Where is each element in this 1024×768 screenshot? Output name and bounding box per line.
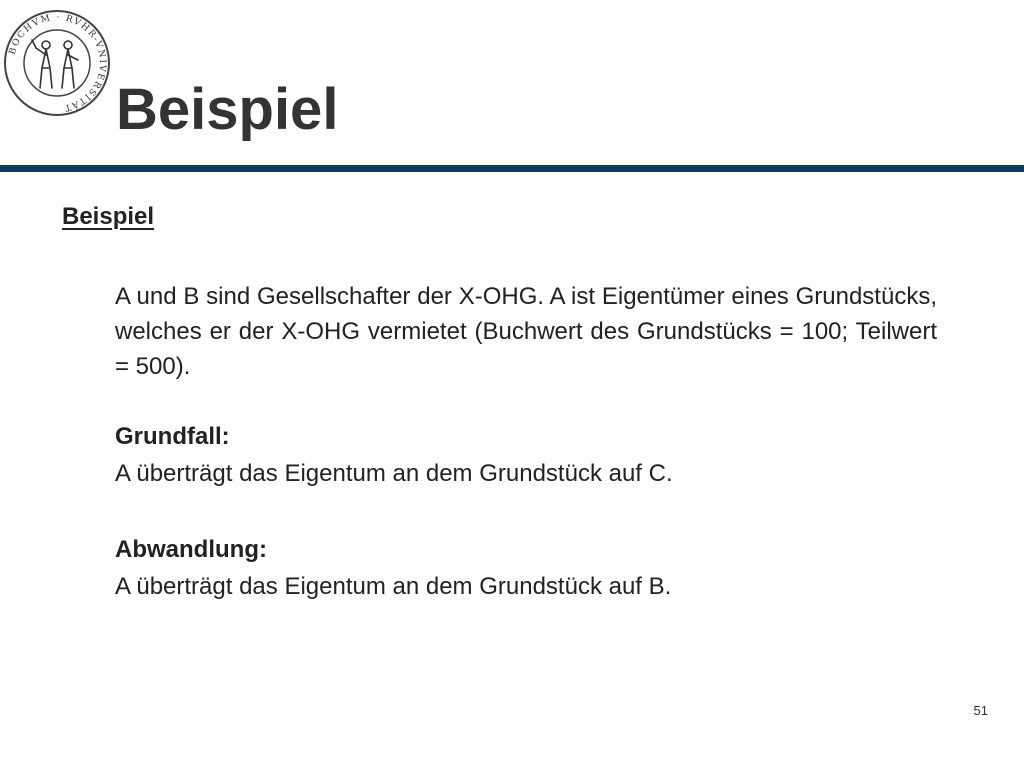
case-description: A und B sind Gesellschafter der X-OHG. A ist Eigentümer eines Grundstücks, welches er der X-OHG vermietet (Buchwert des Grundstücks = 100; Teilwert = 500). [115,283,937,380]
slide-title: Beispiel [116,77,339,142]
abwandlung-text: A überträgt das Eigentum an dem Grundstück auf B. [115,573,672,600]
grundfall-label: Grundfall: [115,423,230,450]
svg-text:BOCHVM · RVHR-VNIVERSITÄT: BOCHVM · RVHR-VNIVERSITÄT [7,12,108,113]
section-heading: Beispiel [62,203,155,230]
page-number: 51 [973,703,988,718]
university-seal-logo [2,8,112,118]
grundfall-text: A überträgt das Eigentum an dem Grundstück auf C. [115,460,673,487]
abwandlung-label: Abwandlung: [115,536,267,563]
title-divider [0,165,1024,172]
